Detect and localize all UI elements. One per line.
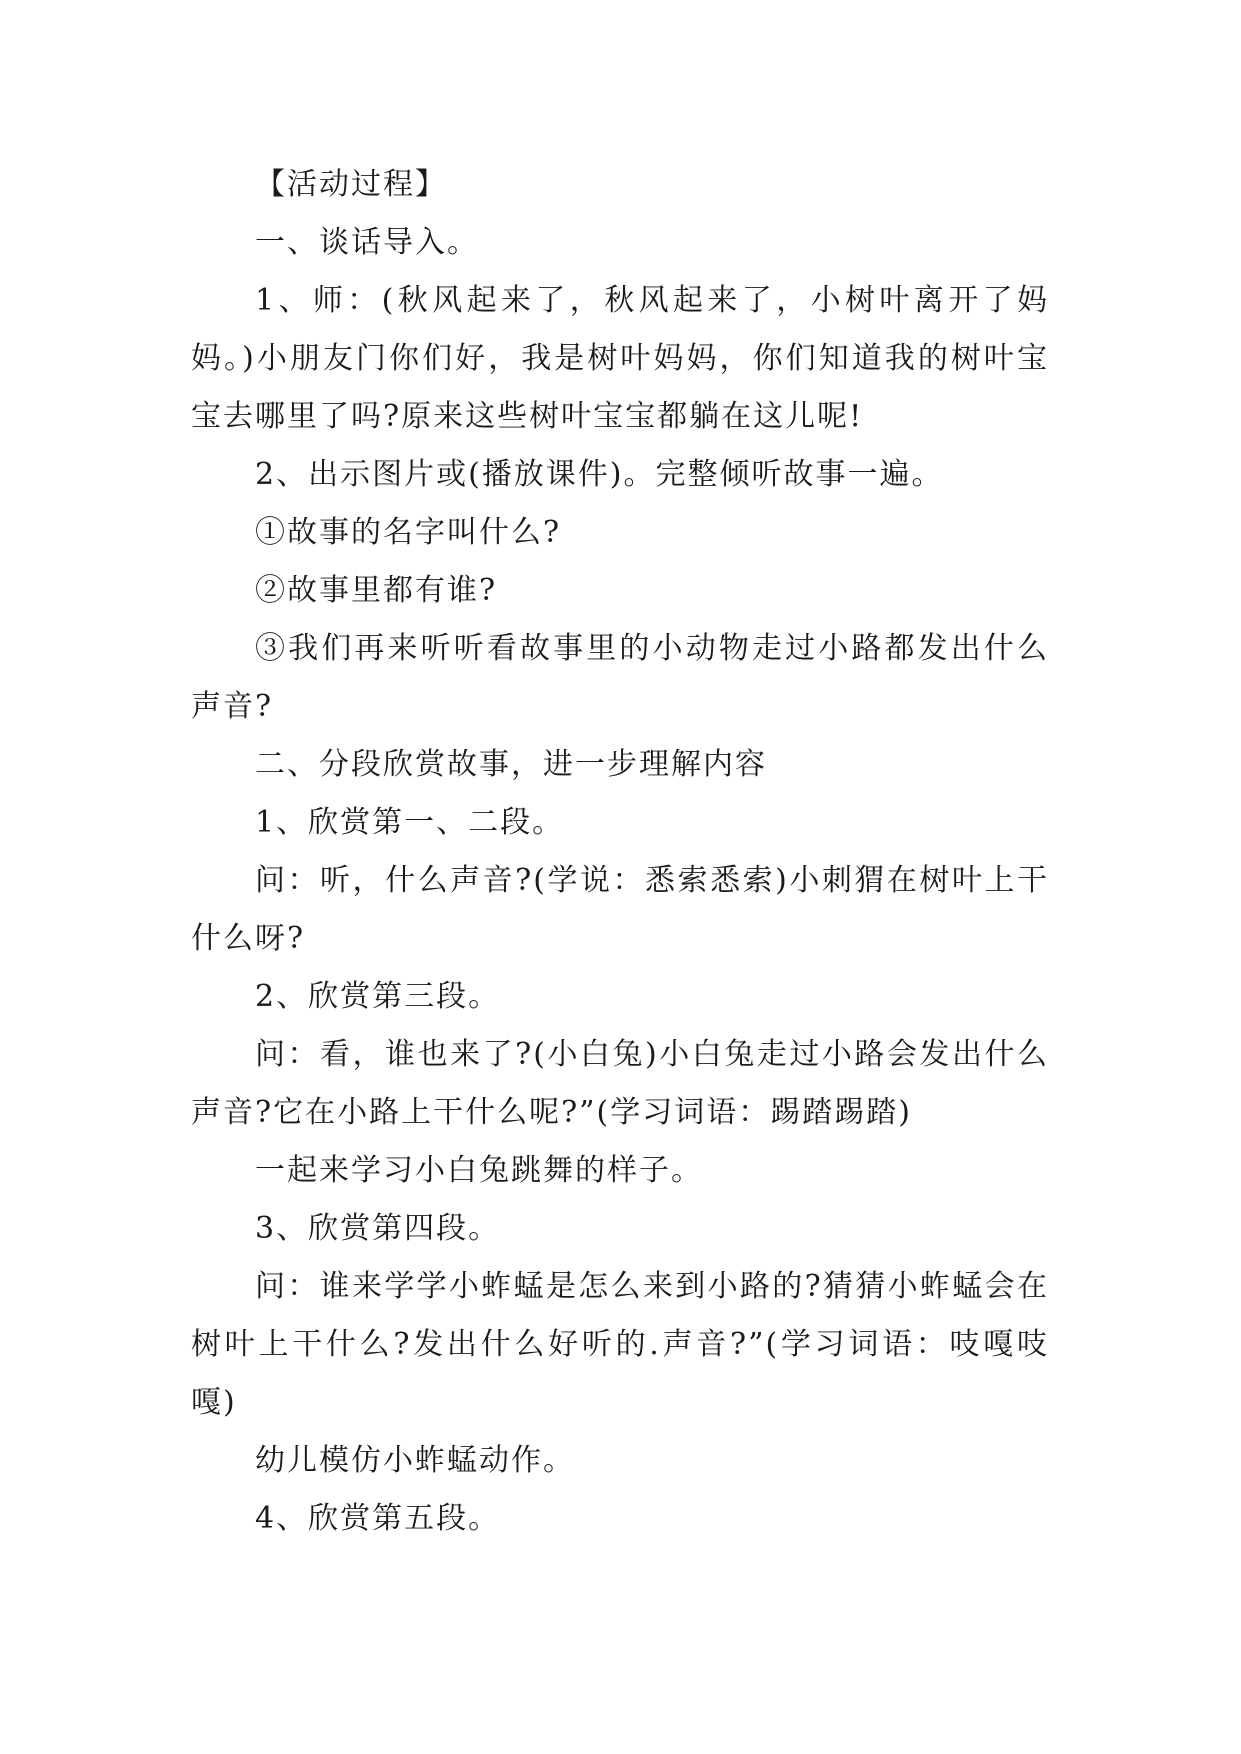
- paragraph-item-1: 1、师：(秋风起来了，秋风起来了，小树叶离开了妈妈。)小朋友门你们好，我是树叶妈妈，你们知道我的树叶宝宝去哪里了吗?原来这些树叶宝宝都躺在这儿呢!: [191, 283, 1049, 434]
- part-2-activity: 一起来学习小白兔跳舞的样子。: [255, 1153, 703, 1188]
- activity-process-heading: 【活动过程】: [255, 167, 447, 202]
- part-3-activity: 幼儿模仿小蚱蜢动作。: [255, 1443, 575, 1478]
- part-3-title: 3、欣赏第四段。: [255, 1211, 501, 1246]
- section-2-title: 二、分段欣赏故事，进一步理解内容: [255, 747, 767, 782]
- document-body: [191, 156, 1049, 1548]
- part-4-title: 4、欣赏第五段。: [255, 1501, 501, 1536]
- part-3-question: 问：谁来学学小蚱蜢是怎么来到小路的?猜猜小蚱蜢会在树叶上干什么?发出什么好听的.声音?”(学习词语：吱嘎吱嘎): [191, 1269, 1049, 1420]
- question-2: ②故事里都有谁?: [255, 573, 498, 608]
- question-1: ①故事的名字叫什么?: [255, 515, 562, 550]
- part-2-question: 问：看，谁也来了?(小白兔)小白兔走过小路会发出什么声音?它在小路上干什么呢?”(学习词语：踢踏踢踏): [191, 1037, 1049, 1130]
- part-1-title: 1、欣赏第一、二段。: [255, 805, 565, 840]
- section-1-title: 一、谈话导入。: [255, 225, 479, 260]
- part-2-title: 2、欣赏第三段。: [255, 979, 501, 1014]
- paragraph-item-2: 2、出示图片或(播放课件)。完整倾听故事一遍。: [255, 457, 944, 492]
- part-1-question: 问：听，什么声音?(学说：悉索悉索)小刺猬在树叶上干什么呀?: [191, 863, 1049, 956]
- question-3: ③我们再来听听看故事里的小动物走过小路都发出什么声音?: [191, 631, 1049, 724]
